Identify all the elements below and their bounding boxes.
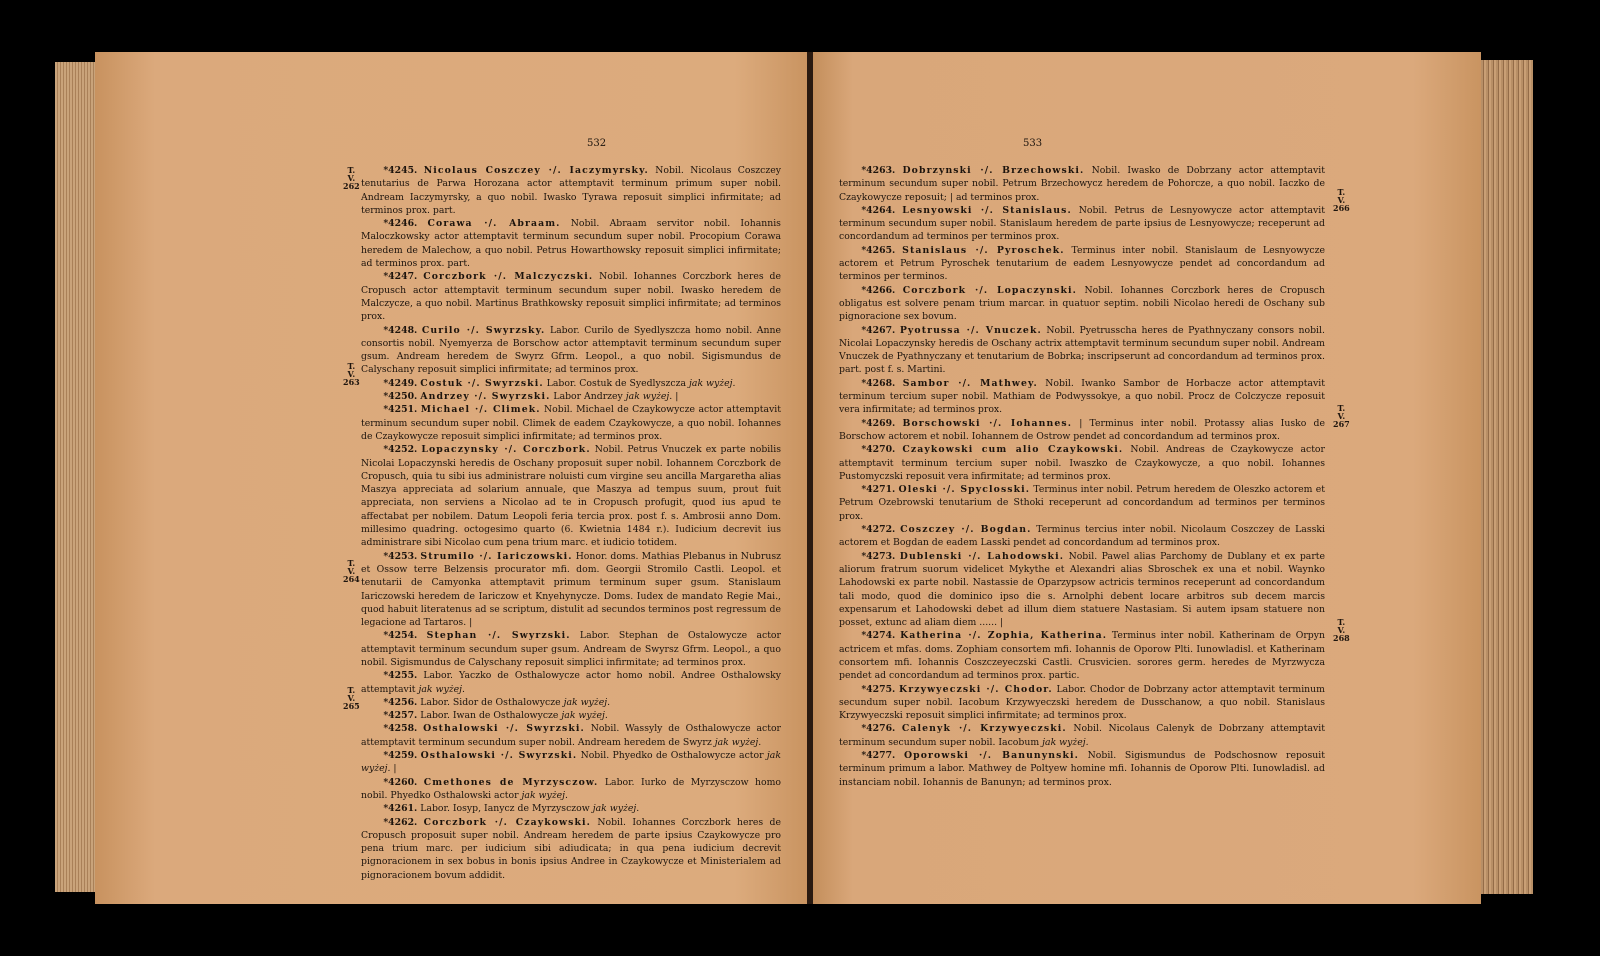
entry-number: *4247. <box>383 271 418 283</box>
entry-parties: Borschowski ·/. Iohannes. <box>902 417 1073 429</box>
entry-number: *4245. <box>383 165 418 176</box>
register-entry <box>361 816 781 882</box>
entry-text: Labor. Chodor de Dobrzany actor attemptavit terminum secundum super nobil. Iacobum Krzywyeczski heredem de Dusschanow, a quo nobil. Stanislaus Krzywyeczski reposuit simplici infirmitate; ad terminos prox. <box>839 683 1325 722</box>
entry-text: Labor. Stephan de Ostalowycze actor attemptavit terminum secundum super gsum. Andream de Swyrsz Gfrm. Leopol., a quo nobil. Sigismundus de Calyschany reposuit simplici infirmitate; ad terminos prox. <box>361 630 781 668</box>
entry-italic-note: jak wyżej. <box>521 789 569 801</box>
register-entry <box>361 669 781 696</box>
entry-parties: Dublenski ·/. Lahodowski. <box>899 550 1065 562</box>
entry-text: Labor. Iurko de Myrzysczow homo nobil. Phyedko Osthalowski actor <box>361 776 781 801</box>
entry-number: *4254. <box>383 630 418 642</box>
entry-parties: Osthalowski ·/. Swyrzski. <box>423 723 585 735</box>
left-page <box>95 52 807 904</box>
entry-number: *4275. <box>861 683 896 695</box>
right-page-text <box>839 164 1325 789</box>
entry-italic-note: jak wyżej. <box>592 803 640 815</box>
entry-number: *4250. <box>383 391 418 403</box>
entry-parties: Michael ·/. Climek. <box>420 404 541 416</box>
entry-number: *4256. <box>383 696 418 708</box>
entry-text: Nobil. Nicolaus Coszczey tenutarius de Parwa Horozana actor attemptavit terminum primum super nobil. Andream Iaczymyrsky, a quo nobil. Iwasko Tyrawa reposuit simplici infirmitate; ad terminos prox. part. <box>361 165 781 216</box>
register-entry <box>839 377 1325 417</box>
entry-text: Nobil. Iohannes Corczbork heres de Cropusch actor attemptavit terminum secundum super nobil. Iwasko heredem de Malczycze, a quo nobil. Martinus Brathkowsky reposuit simplici infirmitate; ad terminos prox. <box>361 271 781 323</box>
entry-parties: Coszczey ·/. Bogdan. <box>900 524 1032 536</box>
entry-text: Nobil. Michael de Czaykowycze actor attemptavit terminum secundum super nobil. Climek de eadem Czaykowycze, a quo nobil. Iohannes de Czaykowycze reposuit simplici infirmitate; ad terminos prox. <box>361 404 781 442</box>
entry-italic-note: jak wyżej. <box>561 710 608 722</box>
entry-italic-note: jak wyżej. <box>563 696 611 708</box>
register-entry <box>839 550 1325 630</box>
entry-text: Nobil. Iwanko Sambor de Horbacze actor attemptavit terminum tercium super nobil. Mathiam de Podwyssokye, a quo nobil. Procz de Colczycze reposuit vera infirmitate; ad terminos prox. <box>839 377 1325 416</box>
entry-text: Terminus inter nobil. Stanislaum de Lesnyowycze actorem et Petrum Pyroschek tenutarium de eadem Lesnyowycze pendet ad concordandum ad terminos per terminos. <box>839 244 1325 283</box>
page-edges-left <box>55 62 95 892</box>
register-entry <box>361 629 781 669</box>
entry-parties: Nicolaus Coszczey ·/. Iaczymyrsky. <box>423 165 649 176</box>
entry-parties: Corczbork ·/. Lopaczynski. <box>902 284 1077 296</box>
register-entry <box>839 629 1325 682</box>
entry-text: Labor. Iwan de Osthalowycze <box>420 710 559 722</box>
entry-text: Nobil. Iwasko de Dobrzany actor attemptavit terminum secundum super nobil. Petrum Brzechowycz heredem de Pohorcze, a quo nobil. Iaczko de Czaykowycze reposuit; | ad terminos prox. <box>839 165 1325 203</box>
entry-number: *4271. <box>861 484 896 496</box>
entry-number: *4258. <box>383 723 418 735</box>
entry-text: Nobil. Nicolaus Calenyk de Dobrzany attemptavit terminum secundum super nobil. Iacobum <box>839 723 1325 748</box>
entry-parties: Katherina ·/. Zophia, Katherina. <box>900 630 1108 642</box>
entry-parties: Lopaczynsky ·/. Corczbork. <box>421 444 591 456</box>
entry-parties: Oporowski ·/. Banunynski. <box>903 750 1079 762</box>
entry-italic-note: jak wyżej. <box>714 736 762 748</box>
entry-parties: Czaykowski cum alio Czaykowski. <box>902 444 1124 456</box>
margin-note: T. V. 266 <box>1333 187 1350 213</box>
entry-number: *4265. <box>861 244 896 256</box>
entry-parties: Andrzey ·/. Swyrzski. <box>420 391 551 403</box>
register-entry <box>361 164 781 217</box>
entry-text: Nobil. Abraam servitor nobil. Iohannis Maloczkowsky actor attemptavit terminum secundum super nobil. Procopium Corawa heredem de Malechow, a quo nobil. Petrus Howarthowsky reposuit simplici infirmitate; ad terminos prox. part. <box>361 218 781 270</box>
entry-number: *4260. <box>383 776 418 788</box>
entry-text: Labor. Sidor de Osthalowycze <box>420 696 561 708</box>
entry-text: Labor. Costuk de Syedlyszcza <box>546 377 687 389</box>
entry-number: *4266. <box>861 284 896 296</box>
entry-parties: Lesnyowski ·/. Stanislaus. <box>902 204 1072 216</box>
entry-text: Terminus inter nobil. Katherinam de Orpyn actricem et mfas. doms. Zophiam consortem mfi. Iohannis de Oporow Plti. Iunowladisl. et Katherinam consortem mfi. Iohannis Coszczeyeczski Castli. Crusvicien. sorores germ. heredes de Myrzwycza pendet ad concordandum ad terminos prox. partic. <box>839 630 1325 682</box>
page-number: 533 <box>1023 138 1043 149</box>
left-page-text <box>361 164 781 882</box>
entry-parties: Corczbork ·/. Czaykowski. <box>423 816 591 828</box>
entry-text: Nobil. Pawel alias Parchomy de Dublany et ex parte aliorum fratrum suorum videlicet Mykythe et Alexandri alias Sbroschek ex una et nobil. Waynko Lahodowski ex parte nobil. Nastassie de Oparzypsow actricis terminos receperunt ad concordandum tali modo, quod die dominico ipso die s. Arnolphi debent locare arbitros sub decem marcis expensarum et Lahodowski debet ad illum diem statuere Nastasiam. Si autem ipsam statuere non posset, extunc ad aliam diem ...... | <box>839 550 1325 629</box>
entry-number: *4263. <box>861 165 896 176</box>
register-entry <box>839 749 1325 789</box>
register-entry <box>361 217 781 270</box>
entry-number: *4270. <box>861 444 896 456</box>
entry-parties: Osthalowski ·/. Swyrzski. <box>420 750 578 762</box>
register-entry <box>361 390 781 403</box>
entry-text: Nobil. Andreas de Czaykowycze actor attemptavit terminum tercium super nobil. Iwaszko de Czaykowycze, a quo nobil. Iohannes Pustomyczski reposuit vera infirmitate; ad terminos prox. <box>839 444 1325 482</box>
entry-number: *4274. <box>861 630 896 642</box>
entry-parties: Costuk ·/. Swyrzski. <box>420 377 544 389</box>
entry-italic-note: jak wyżej. <box>689 377 736 389</box>
entry-parties: Cmethones de Myrzysczow. <box>423 776 599 788</box>
register-entry <box>361 550 781 630</box>
register-entry <box>839 244 1325 284</box>
register-entry <box>361 709 781 722</box>
entry-italic-note: jak wyżej. | <box>361 750 781 775</box>
entry-text: Labor. Curilo de Syedlyszcza homo nobil. Anne consortis nobil. Nyemyerza de Borschow actor attemptavit terminum secundum super gsum. Andream heredem de Swyrz Gfrm. Leopol., a quo nobil. Sigismundus de Calyschany reposuit simplici infirmitate; ad terminos prox. <box>361 324 781 376</box>
entry-italic-note: jak wyżej. <box>418 683 465 695</box>
register-entry <box>361 749 781 776</box>
entry-text: Nobil. Petrus Vnuczek ex parte nobilis Nicolai Lopaczynski heredis de Oschany proposuit super nobil. Iohannem Corczbork de Cropusch, quia tu sibi ius administrare noluisti cum virgine seu ancilla Margaretha alias Maszya appreciata ad solarium annuale, que Maszya ad tempus suum, prout fuit appreciata, non serviens a Nicolao ad te in Cropusch profugit, quod ius apud te affectabat per nobilem. Datum Leopoli feria tercia prox. post f. s. Ambrosii anno Dom. millesimo quadring. octogesimo quarto (6. Kwietnia 1484 r.). Iudicium decrevit ius administrare sibi Nicolao cum pena trium marc. et iudicio totidem. <box>361 444 781 549</box>
register-entry <box>839 284 1325 324</box>
entry-number: *4257. <box>383 710 418 722</box>
entry-number: *4277. <box>861 750 896 762</box>
entry-number: *4253. <box>383 550 418 562</box>
entry-number: *4261. <box>383 803 418 815</box>
entry-parties: Strumilo ·/. Iariczowski. <box>420 550 573 562</box>
entry-italic-note: jak wyżej. | <box>625 391 679 403</box>
entry-number: *4246. <box>383 218 418 230</box>
entry-text: Nobil. Pyetrusscha heres de Pyathnyczany consors nobil. Nicolai Lopaczynsky heredis de Oschany actrix attemptavit terminum secundum super nobil. Andream Vnuczek de Pyathnyczany et tenutarium de Bobrka; inscripserunt ad concordandum ad terminos prox. part. post f. s. Martini. <box>839 324 1325 376</box>
margin-note: T. V. 265 <box>343 685 360 711</box>
entry-text: Honor. doms. Mathias Plebanus in Nubrusz et Ossow terre Belzensis procurator mfi. dom. Georgii Stromilo Castli. Leopol. et tenutarii de Camyonka attemptavit primum terminum super gsum. Stanislaum Iariczowski heredem de Iariczow et Knyehynycze. Doms. Iudex de mandato Regie Mai., quod habuit literatenus ad se scriptum, distulit ad secundos terminos post regressum de legacione ad Tartaros. | <box>361 550 781 629</box>
register-entry <box>361 722 781 749</box>
entry-parties: Calenyk ·/. Krzywyeczski. <box>901 723 1067 735</box>
page-number: 532 <box>587 138 607 149</box>
entry-parties: Sambor ·/. Mathwey. <box>902 377 1038 389</box>
register-entry <box>839 483 1325 523</box>
entry-number: *4276. <box>861 723 896 735</box>
entry-number: *4267. <box>861 324 896 336</box>
entry-text: Terminus inter nobil. Petrum heredem de Oleszko actorem et Petrum Ozebrowski tenutarium de Sthoki receperunt ad concordandum ad terminos per terminos prox. <box>839 484 1325 522</box>
entry-text: Nobil. Phyedko de Osthalowycze actor <box>580 750 764 762</box>
entry-number: *4255. <box>383 670 418 682</box>
entry-text: Labor Andrzey <box>553 391 623 403</box>
entry-italic-note: jak wyżej. <box>1042 736 1089 748</box>
register-entry <box>839 417 1325 444</box>
register-entry <box>839 683 1325 723</box>
entry-parties: Dobrzynski ·/. Brzechowski. <box>902 165 1085 176</box>
register-entry <box>361 802 781 815</box>
entry-parties: Krzywyeczski ·/. Chodor. <box>899 683 1053 695</box>
entry-number: *4269. <box>861 417 896 429</box>
entry-parties: Stanislaus ·/. Pyroschek. <box>902 244 1065 256</box>
entry-number: *4259. <box>383 750 418 762</box>
register-entry <box>361 270 781 323</box>
register-entry <box>361 324 781 377</box>
margin-note: T. V. 267 <box>1333 403 1350 429</box>
register-entry <box>361 377 781 390</box>
entry-text: Nobil. Iohannes Corczbork heres de Cropusch proposuit super nobil. Andream heredem de parte ipsius Czaykowycze pro pena trium marc. per iudicium sibi adiudicata; in qua pena iudicium decrevit pignoracionem in sex bobus in bonis ipsius Andree in Czaykowycze et Ministerialem ad pignoracionem bovum addidit. <box>361 816 781 881</box>
entry-text: Labor. Iosyp, Ianycz de Myrzysczow <box>420 803 590 815</box>
entry-text: Nobil. Sigismundus de Podschosnow reposuit terminum primum a labor. Mathwey de Poltyew homine mfi. Iohannis de Oporow Plti. Iunowladisl. ad instanciam nobil. Iohannis de Banunyn; ad terminos prox. <box>839 750 1325 788</box>
register-entry <box>361 776 781 803</box>
margin-note: T. V. 268 <box>1333 617 1350 643</box>
entry-text: | Terminus inter nobil. Protassy alias Iusko de Borschow actorem et nobil. Iohannem de Ostrow pendet ad concordandum ad terminos prox. <box>839 417 1325 442</box>
entry-text: Nobil. Petrus de Lesnyowycze actor attemptavit terminum secundum super nobil. Stanislaum heredem de parte ipsius de Lesnyowycze; receperunt ad concordandum ad terminos per terminos prox. <box>839 204 1325 243</box>
register-entry <box>361 696 781 709</box>
open-book <box>55 52 1533 904</box>
entry-number: *4273. <box>861 550 896 562</box>
entry-number: *4252. <box>383 444 418 456</box>
entry-text: Labor. Yaczko de Osthalowycze actor homo nobil. Andree Osthalowsky attemptavit <box>361 670 781 695</box>
entry-parties: Corczbork ·/. Malczyczski. <box>423 271 594 283</box>
entry-parties: Corawa ·/. Abraam. <box>427 218 561 230</box>
entry-number: *4264. <box>861 204 896 216</box>
register-entry <box>839 443 1325 483</box>
margin-note: T. V. 262 <box>343 165 360 191</box>
entry-parties: Curilo ·/. Swyrzsky. <box>421 324 546 336</box>
register-entry <box>839 204 1325 244</box>
page-edges-right <box>1481 60 1533 894</box>
margin-note: T. V. 263 <box>343 361 360 387</box>
register-entry <box>839 324 1325 377</box>
entry-number: *4262. <box>383 816 418 828</box>
entry-number: *4251. <box>383 404 418 416</box>
register-entry <box>361 403 781 443</box>
entry-number: *4272. <box>861 524 896 536</box>
register-entry <box>361 443 781 549</box>
entry-text: Nobil. Wassyly de Osthalowycze actor attemptavit terminum secundum super nobil. Andream heredem de Swyrz <box>361 723 781 748</box>
entry-text: Nobil. Iohannes Corczbork heres de Cropusch obligatus est solvere penam trium marcar. in quatuor septim. nobili Nicolao heredi de Oschany sub pignoracione sex bovum. <box>839 284 1325 323</box>
register-entry <box>839 722 1325 749</box>
entry-number: *4248. <box>383 324 418 336</box>
entry-number: *4268. <box>861 377 896 389</box>
entry-text: Terminus tercius inter nobil. Nicolaum Coszczey de Lasski actorem et Bogdan de eadem Lasski pendet ad concordandum ad terminos prox. <box>839 524 1325 549</box>
register-entry <box>839 523 1325 550</box>
entry-parties: Stephan ·/. Swyrzski. <box>426 630 571 642</box>
register-entry <box>839 164 1325 204</box>
entry-number: *4249. <box>383 377 418 389</box>
entry-parties: Oleski ·/. Spyclosski. <box>898 484 1031 496</box>
entry-parties: Pyotrussa ·/. Vnuczek. <box>899 324 1042 336</box>
margin-note: T. V. 264 <box>343 558 360 584</box>
right-page <box>813 52 1481 904</box>
